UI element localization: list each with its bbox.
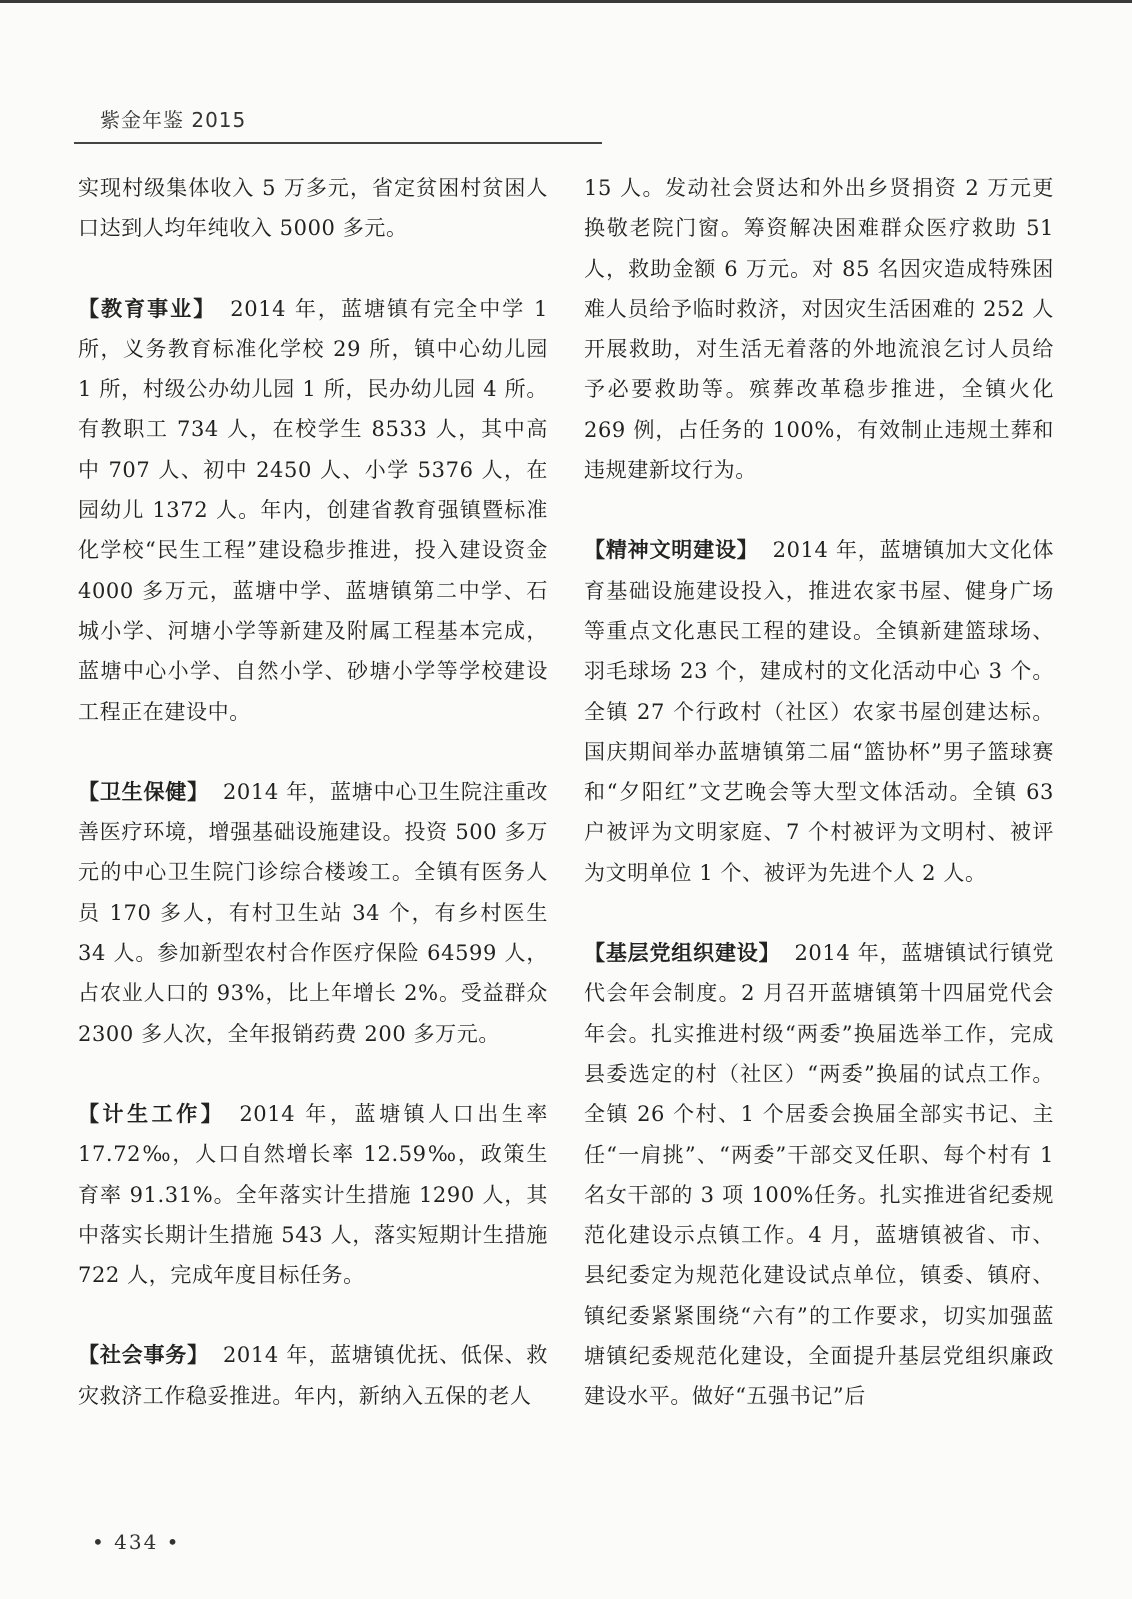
section-heading-health: 【卫生保健】 [78, 779, 209, 804]
paragraph-text: 2014 年，蓝塘镇加大文化体育基础设施建设投入，推进农家书屋、健身广场等重点文化惠民工程的建设。全镇新建篮球场、羽毛球场 23 个，建成村的文化活动中心 3 个。全镇 27 个行政村（社区）农家书屋创建达标。国庆期间举办蓝塘镇第二届“篮协杯”男子篮球赛和“夕阳红”文艺晚会等大型文体活动。全镇 63 户被评为文明家庭、7 个村被评为文明村、被评为文明单位 1 个、被评为先进个人 2 人。 [584, 538, 1054, 885]
paragraph-text: 2014 年，蓝塘中心卫生院注重改善医疗环境，增强基础设施建设。投资 500 多万元的中心卫生院门诊综合楼竣工。全镇有医务人员 170 多人，有村卫生站 34 个，有乡村医生 34 人。参加新型农村合作医疗保险 64599 人，占农业人口的 93%，比上年增长 2%。受益群众 2300 多人次，全年报销药费 200 多万元。 [78, 779, 548, 1046]
paragraph-family-planning [78, 1094, 548, 1295]
section-heading-social-affairs: 【社会事务】 [78, 1343, 209, 1368]
paragraph-text: 2014 年，蓝塘镇有完全中学 1 所，义务教育标准化学校 29 所，镇中心幼儿园 1 所，村级公办幼儿园 1 所，民办幼儿园 4 所。有教职工 734 人，在校学生 8533 人，其中高中 707 人、初中 2450 人、小学 5376 人，在园幼儿 1372 人。年内，创建省教育强镇暨标准化学校“民生工程”建设稳步推进，投入建设资金 4000 多万元，蓝塘中学、蓝塘镇第二中学、石城小学、河塘小学等新建及附属工程基本完成，蓝塘中心小学、自然小学、砂塘小学等学校建设工程正在建设中。 [78, 296, 548, 724]
running-title: 紫金年鉴 2015 [100, 108, 247, 132]
paragraph-continuation-left [78, 168, 548, 249]
page-number: • 434 • [92, 1530, 181, 1554]
top-rule [0, 0, 1132, 3]
section-heading-education: 【教育事业】 [78, 296, 217, 321]
paragraph-party-building [584, 933, 1054, 1417]
section-heading-family-planning: 【计生工作】 [78, 1101, 226, 1126]
section-heading-civilization: 【精神文明建设】 [584, 538, 759, 563]
paragraph-text: 2014 年，蓝塘镇人口出生率 17.72‰，人口自然增长率 12.59‰，政策生育率 91.31%。全年落实计生措施 1290 人，其中落实长期计生措施 543 人，落实短期计生措施 722 人，完成年度目标任务。 [78, 1101, 548, 1288]
paragraph-civilization [584, 530, 1054, 893]
left-column [78, 168, 548, 1416]
header-rule [74, 142, 602, 144]
paragraph-text: 2014 年，蓝塘镇优抚、低保、救灾救济工作稳妥推进。年内，新纳入五保的老人 [78, 1343, 548, 1408]
paragraph-social-affairs [78, 1335, 548, 1416]
right-column [584, 168, 1054, 1417]
paragraph-text: 15 人。发动社会贤达和外出乡贤捐资 2 万元更换敬老院门窗。筹资解决困难群众医疗救助 51 人，救助金额 6 万元。对 85 名因灾造成特殊困难人员给予临时救济，对因灾生活困难的 252 人开展救助，对生活无着落的外地流浪乞讨人员给予必要救助等。殡葬改革稳步推进，全镇火化 269 例，占任务的 100%，有效制止违规土葬和违规建新坟行为。 [584, 176, 1054, 483]
paragraph-text: 2014 年，蓝塘镇试行镇党代会年会制度。2 月召开蓝塘镇第十四届党代会年会。扎实推进村级“两委”换届选举工作，完成县委选定的村（社区）“两委”换届的试点工作。全镇 26 个村、1 个居委会换届全部实书记、主任“一肩挑”、“两委”干部交叉任职、每个村有 1 名女干部的 3 项 100%任务。扎实推进省纪委规范化建设示点镇工作。4 月，蓝塘镇被省、市、县纪委定为规范化建设试点单位，镇委、镇府、镇纪委紧紧围绕“六有”的工作要求，切实加强蓝塘镇纪委规范化建设，全面提升基层党组织廉政建设水平。做好“五强书记”后 [584, 941, 1054, 1409]
paragraph-text: 实现村级集体收入 5 万多元，省定贫困村贫困人口达到人均年纯收入 5000 多元。 [78, 176, 548, 241]
section-heading-party-building: 【基层党组织建设】 [584, 941, 781, 966]
paragraph-continuation-right [584, 168, 1054, 490]
paragraph-education [78, 289, 548, 732]
paragraph-health [78, 772, 548, 1054]
